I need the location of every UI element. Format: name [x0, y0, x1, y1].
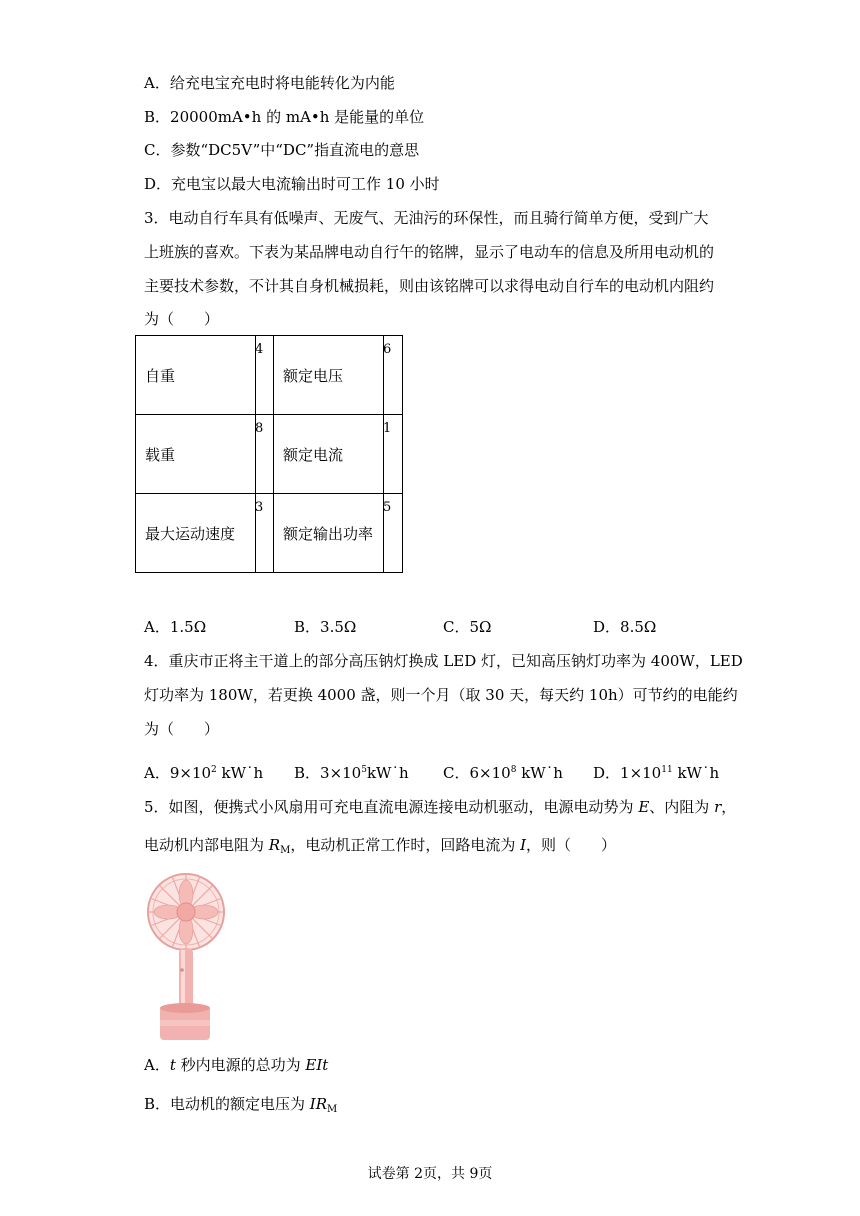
- prev-option-c: C．参数“DC5V”中“DC”指直流电的意思: [144, 141, 420, 159]
- table-label: 额定输出功率: [283, 524, 374, 543]
- q4-text-line3: 为（ ）: [144, 720, 220, 738]
- handheld-fan-image: [146, 872, 236, 1042]
- table-row: [136, 494, 403, 573]
- prev-option-b: B．20000mA•h 的 mA•h 是能量的单位: [144, 108, 425, 126]
- q4-option-d: D．$1\times 10^{11}$ kW˙h: [593, 764, 720, 782]
- table-label: 额定电流: [283, 445, 344, 464]
- table-value: 6: [383, 342, 392, 357]
- table-row: [136, 415, 403, 494]
- q4-text-line1: 4．重庆市正将主干道上的部分高压钠灯换成 LED 灯，已知高压钠灯功率为 400W，LED: [144, 652, 743, 670]
- q3-option-c: C．5Ω: [443, 618, 492, 636]
- q4-option-a: A．$9\times 10^2$ kW˙h: [144, 764, 264, 782]
- q5-text-line1: 5．如图，便携式小风扇用可充电直流电源连接电动机驱动，电源电动势为 E、内阻为 r，: [144, 798, 737, 816]
- q3-option-a: A．1.5Ω: [144, 618, 207, 636]
- q4-text-line2: 灯功率为 180W，若更换 4000 盏，则一个月（取 30 天，每天约 10h）可节约的电能约: [144, 686, 738, 704]
- q5-option-a: A．t 秒内电源的总功为 EIt: [144, 1056, 329, 1074]
- table-value: 8: [255, 421, 264, 436]
- q4-option-c: C．$6\times 10^8$ kW˙h: [443, 764, 563, 782]
- q3-option-b: B．3.5Ω: [294, 618, 357, 636]
- page-footer: 试卷第 2页，共 9页: [367, 1166, 493, 1182]
- prev-option-d: D．充电宝以最大电流输出时可工作 10 小时: [144, 175, 440, 193]
- table-value: 1: [383, 421, 392, 436]
- table-row: [136, 336, 403, 415]
- q3-text-line1: 3．电动自行车具有低噪声、无废气、无油污的环保性，而且骑行简单方便，受到广大: [144, 209, 709, 227]
- q4-option-b: B．$3\times 10^5kW˙h$: [294, 764, 409, 782]
- q5-text-line2: 电动机内部电阻为 $R_M$，电动机正常工作时，回路电流为 I，则（ ）: [144, 836, 617, 856]
- table-label: 最大运动速度: [145, 524, 236, 543]
- table-label: 载重: [145, 445, 176, 464]
- q5-option-b: B．电动机的额定电压为 $IR_M$: [144, 1095, 338, 1115]
- q3-option-d: D．8.5Ω: [593, 618, 657, 636]
- q3-text-line2: 上班族的喜欢。下表为某品牌电动自行午的铭牌，显示了电动车的信息及所用电动机的: [144, 243, 715, 261]
- table-value: 4: [255, 342, 264, 357]
- nameplate-table: [135, 335, 403, 573]
- table-value: 3: [255, 500, 264, 515]
- table-label: 自重: [145, 366, 176, 385]
- q3-text-line4: 为（ ）: [144, 310, 220, 328]
- table-label: 额定电压: [283, 366, 344, 385]
- table-value: 5: [383, 500, 392, 515]
- q3-text-line3: 主要技术参数，不计其自身机械损耗，则由该铭牌可以求得电动自行车的电动机内阻约: [144, 277, 715, 295]
- prev-option-a: A．给充电宝充电时将电能转化为内能: [144, 74, 395, 92]
